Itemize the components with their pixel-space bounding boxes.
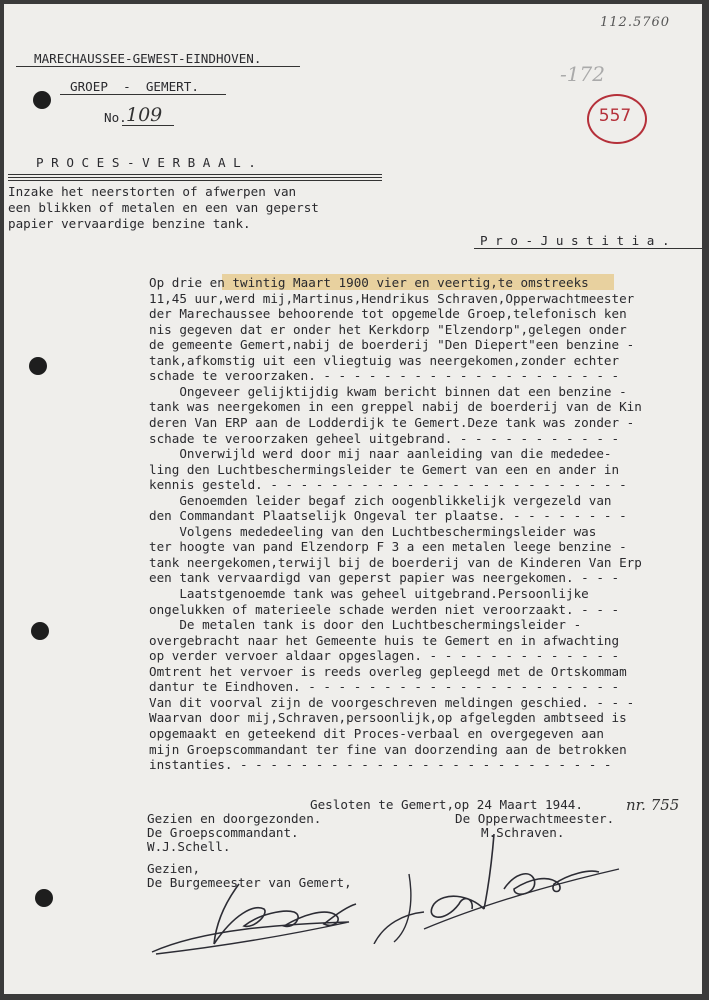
body-line: Onverwijld werd door mij naar aanleiding van die mededee- (149, 446, 612, 462)
opperwachtmeester-signature (364, 834, 624, 944)
handwritten-number: nr. 755 (626, 796, 680, 814)
body-line: deren Van ERP aan de Lodderdijk te Gemert.Deze tank was zonder - (149, 414, 635, 430)
body-line: tank,afkomstig uit een vliegtuig was neergekomen,zonder echter (149, 352, 620, 368)
body-line: kennis gesteld. - - - - - - - - - - - - - - - - - - - - - - - - (149, 477, 627, 493)
body-line: tank neergekomen,terwijl bij de boerderij van de Kinderen Van Erp (149, 554, 642, 570)
body-line: den Commandant Plaatselijk Ongeval ter plaatse. - - - - - - - - (149, 508, 627, 524)
body-line: der Marechaussee behoorende tot opgemelde Groep,telefonisch ken (149, 306, 627, 322)
title-rule (8, 177, 382, 178)
closing-place-date: Gesloten te Gemert,op 24 Maart 1944. (310, 797, 583, 812)
body-line: nis gegeven dat er onder het Kerkdorp "Elzendorp",gelegen onder (149, 321, 627, 337)
heading-underline (16, 66, 300, 67)
body-line: ongelukken of materieele schade werden niet veroorzaakt. - - - (149, 601, 620, 617)
title-rule (8, 174, 382, 175)
stamp-number: 557 (587, 94, 647, 144)
pro-justitia-rule (474, 248, 702, 249)
mayor-seen: Gezien, (147, 861, 201, 876)
punch-hole (33, 91, 51, 109)
number-label: No. (104, 110, 127, 125)
subject-line: Inzake het neerstorten of afwerpen van (8, 184, 297, 199)
body-line: Ongeveer gelijktijdig kwam bericht binnen dat een benzine - (149, 383, 627, 399)
body-line: Laatstgenoemde tank was geheel uitgebrand.Persoonlijke (149, 586, 589, 601)
body-line: Op drie en twintig Maart 1900 vier en veertig,te omstreeks (149, 275, 589, 290)
mayor-title: De Burgemeester van Gemert, (147, 875, 352, 890)
body-line: overgebracht naar het Gemeente huis te Gemert en in afwachting (149, 632, 620, 648)
rank-right: De Opperwachtmeester. (455, 811, 615, 826)
punch-hole (31, 622, 49, 640)
body-line: op verder vervoer aldaar opgeslagen. - - - - - - - - - - - - - (149, 648, 620, 664)
body-line: schade te veroorzaken geheel uitgebrand. - - - - - - - - - - - (149, 430, 620, 446)
punch-hole (35, 889, 53, 907)
seen-forwarded: Gezien en doorgezonden. (147, 811, 322, 826)
document-number: 109 (126, 104, 163, 126)
title-rule (8, 180, 382, 181)
body-line: De metalen tank is door den Luchtbeschermingsleider - (149, 617, 582, 633)
body-line: tank was neergekomen in een greppel nabij de boerderij van de Kin (149, 399, 642, 415)
organisation-heading: MARECHAUSSEE-GEWEST-EINDHOVEN. (34, 51, 262, 66)
body-line: de gemeente Gemert,nabij de boerderij "Den Diepert"een benzine - (149, 337, 635, 353)
body-line: opgemaakt en geteekend dit Proces-verbaal en overgegeven aan (149, 725, 604, 741)
mayor-signature (144, 874, 364, 964)
commander-title: De Groepscommandant. (147, 825, 299, 840)
body-line: dantur te Eindhoven. - - - - - - - - - - - - - - - - - - - - - (149, 679, 620, 695)
document-page (4, 4, 702, 994)
body-line: Waarvan door mij,Schraven,persoonlijk,op afgelegden ambtseed is (149, 710, 627, 726)
body-line: ter hoogte van pand Elzendorp F 3 a een metalen leege benzine - (149, 539, 627, 555)
name-right: M.Schraven. (481, 825, 565, 840)
archive-reference: 112.5760 (600, 15, 671, 30)
number-underline (122, 125, 174, 126)
body-line: Omtrent het vervoer is reeds overleg gepleegd met de Ortskommam (149, 663, 627, 679)
subject-line: een blikken of metalen en een van geperst (8, 200, 319, 215)
subject-line: papier vervaardige benzine tank. (8, 216, 251, 231)
body-line: Genoemden leider begaf zich oogenblikkelijk vergezeld van (149, 492, 612, 508)
document-title: P R O C E S - V E R B A A L . (36, 155, 256, 170)
group-underline (60, 94, 226, 95)
body-line: 11,45 uur,werd mij,Martinus,Hendrikus Schraven,Opperwachtmeester (149, 290, 635, 306)
body-line: Van dit voorval zijn de voorgeschreven meldingen geschied. - - - (149, 694, 635, 710)
pro-justitia: P r o - J u s t i t i a . (480, 233, 670, 248)
pencil-mark: -172 (560, 62, 605, 86)
body-line: Volgens mededeeling van den Luchtbeschermingsleider was (149, 523, 597, 539)
body-line: schade te veroorzaken. - - - - - - - - - - - - - - - - - - - - (149, 368, 620, 384)
group-heading: GROEP - GEMERT. (70, 79, 199, 94)
body-line: ling den Luchtbeschermingsleider te Gemert van een en ander in (149, 461, 620, 477)
punch-hole (29, 357, 47, 375)
commander-name: W.J.Schell. (147, 839, 231, 854)
body-line: instanties. - - - - - - - - - - - - - - - - - - - - - - - - - (149, 757, 612, 773)
body-line: een tank vervaardigd van geperst papier was neergekomen. - - - (149, 570, 620, 586)
body-line: mijn Groepscommandant ter fine van doorzending aan de betrokken (149, 741, 627, 757)
